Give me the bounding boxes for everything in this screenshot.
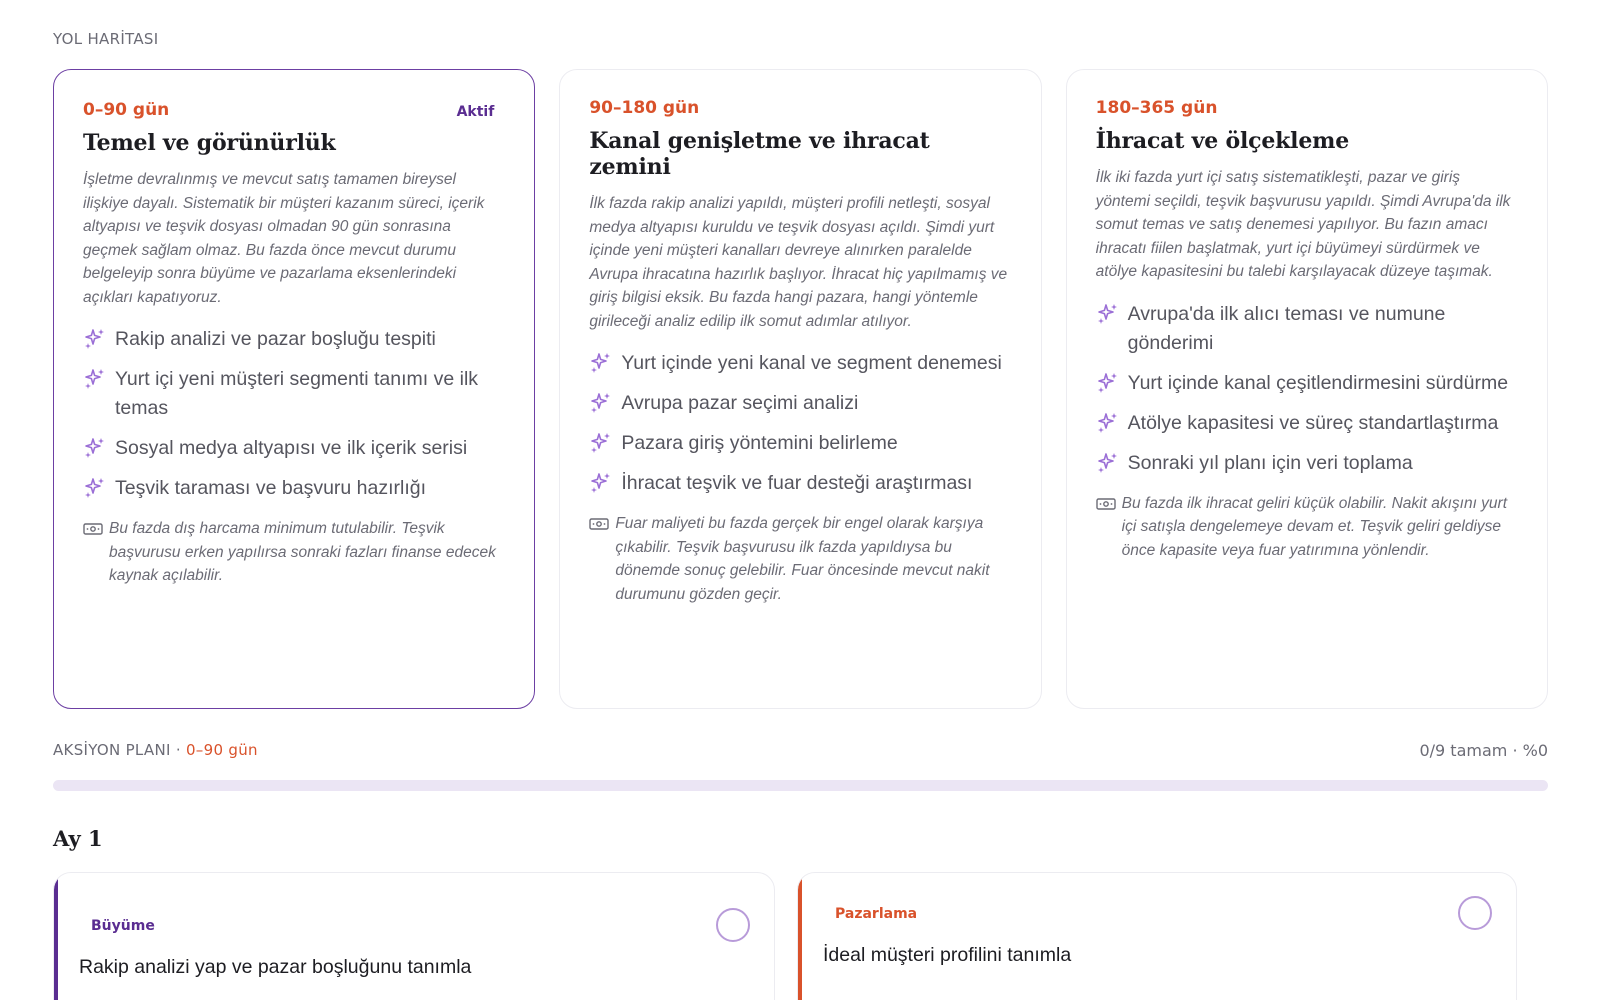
phase-budget-note	[83, 517, 505, 588]
phase-budget-note	[1096, 492, 1518, 563]
progress-summary: 0/9 tamam · %0	[1419, 741, 1548, 760]
phase-range: 0–90 gün	[83, 100, 170, 120]
phase-item	[589, 469, 1011, 498]
phase-items	[83, 325, 505, 503]
phase-item-text: Yurt içi yeni müşteri segmenti tanımı ve ilk temas	[115, 368, 479, 419]
phase-item-text: Avrupa pazar seçimi analizi	[621, 392, 859, 414]
phase-item	[589, 429, 1011, 458]
phase-range: 90–180 gün	[589, 98, 700, 118]
money-icon	[83, 521, 103, 537]
phase-item	[1096, 369, 1518, 398]
phase-title: İhracat ve ölçekleme	[1095, 128, 1349, 154]
phase-item-text: Pazara giriş yöntemini belirleme	[621, 432, 898, 454]
action-plan-title: AKSİYON PLANI	[53, 741, 171, 759]
money-icon	[589, 516, 609, 532]
task-card-2[interactable]	[797, 872, 1517, 1000]
phase-item	[83, 365, 505, 423]
phase-item	[83, 474, 505, 503]
task-card-1[interactable]	[53, 872, 775, 1000]
progress-bar	[53, 780, 1548, 791]
sparkle-icon	[83, 367, 107, 391]
phase-item	[1096, 409, 1518, 438]
action-plan-range: 0–90 gün	[185, 741, 258, 759]
phase-item-text: Avrupa'da ilk alıcı teması ve numune gönderimi	[1127, 302, 1446, 354]
month-heading: Ay 1	[53, 826, 103, 851]
phase-title: Kanal genişletme ve ihracat zemini	[589, 128, 930, 180]
active-badge: Aktif	[456, 104, 495, 120]
phase-item	[589, 349, 1011, 378]
task-category-tag: Büyüme	[91, 918, 155, 934]
phase-card-1[interactable]	[53, 69, 535, 709]
action-plan-separator: ·	[175, 741, 181, 759]
roadmap-label: YOL HARİTASI	[53, 30, 159, 48]
phase-range: 180–365 gün	[1095, 98, 1218, 118]
phase-items	[1096, 300, 1518, 478]
task-complete-checkbox[interactable]	[716, 908, 750, 942]
phase-note-text: Bu fazda ilk ihracat geliri küçük olabilir. Nakit akışını yurt içi satışla dengelemeye devam et. Teşvik geliri geldiyse önce kapasite veya fuar yatırımına yönlendir.	[1121, 494, 1508, 559]
phase-description: İşletme devralınmış ve mevcut satış tamamen bireysel ilişkiye dayalı. Sistematik bir müşteri kazanım süreci, içerik altyapısı ve teşvik dosyası olmadan 90 gün sonrasına geçmek sağlam olmaz. Bu fazda önce mevcut durumu belgeleyip sonra büyüme ve pazarlama eksenlerindeki açıkları kapatıyoruz.	[83, 171, 485, 306]
phase-item-text: Sosyal medya altyapısı ve ilk içerik serisi	[115, 437, 468, 459]
action-plan-label	[53, 741, 258, 759]
sparkle-icon	[1096, 371, 1120, 395]
phase-item	[83, 325, 505, 354]
task-category-tag: Pazarlama	[835, 906, 918, 922]
phase-description: İlk iki fazda yurt içi satış sistematikleşti, pazar ve giriş yöntemi seçildi, teşvik başvurusu yapıldı. Şimdi Avrupa'da ilk somut temas ve satış denemesi yapılıyor. Bu fazın amacı ihracatı fiilen başlatmak, yurt içi büyümeyi sürdürmek ve atölye kapasitesini bu talebi karşılayacak düzeye taşımak.	[1095, 169, 1511, 280]
task-category-stripe	[798, 873, 802, 1000]
roadmap-phases	[53, 69, 1548, 709]
phase-note-text: Fuar maliyeti bu fazda gerçek bir engel olarak karşıya çıkabilir. Teşvik başvurusu ilk fazda yapıldıysa bu dönemde sonuç gelebilir. Fuar öncesinde mevcut nakit durumunu gözden geçir.	[615, 515, 990, 603]
phase-card-3[interactable]	[1066, 69, 1548, 709]
phase-item	[83, 434, 505, 463]
phase-budget-note	[589, 512, 1011, 606]
phase-item-text: Yurt içinde kanal çeşitlendirmesini sürdürme	[1127, 371, 1509, 394]
task-title: Rakip analizi yap ve pazar boşluğunu tanımla	[79, 956, 472, 978]
phase-card-2[interactable]	[559, 69, 1041, 709]
phase-item	[1096, 300, 1518, 358]
sparkle-icon	[589, 351, 613, 375]
phase-item-text: Rakip analizi ve pazar boşluğu tespiti	[115, 328, 436, 350]
sparkle-icon	[83, 476, 107, 500]
sparkle-icon	[1096, 451, 1120, 475]
sparkle-icon	[1096, 302, 1120, 326]
sparkle-icon	[1096, 411, 1120, 435]
sparkle-icon	[589, 431, 613, 455]
sparkle-icon	[589, 391, 613, 415]
sparkle-icon	[83, 327, 107, 351]
phase-item-text: Yurt içinde yeni kanal ve segment denemesi	[621, 352, 1002, 374]
phase-item-text: Teşvik taraması ve başvuru hazırlığı	[115, 477, 427, 499]
phase-item-text: Atölye kapasitesi ve süreç standartlaştırma	[1127, 411, 1499, 434]
phase-note-text: Bu fazda dış harcama minimum tutulabilir. Teşvik başvurusu erken yapılırsa sonraki fazları finanse edecek kaynak açılabilir.	[109, 520, 496, 584]
task-complete-checkbox[interactable]	[1458, 896, 1492, 930]
sparkle-icon	[589, 471, 613, 495]
phase-item	[1096, 449, 1518, 478]
money-icon	[1096, 496, 1116, 512]
phase-item-text: Sonraki yıl planı için veri toplama	[1127, 451, 1413, 474]
phase-items	[589, 349, 1011, 498]
phase-item	[589, 389, 1011, 418]
phase-item-text: İhracat teşvik ve fuar desteği araştırması	[621, 472, 973, 494]
phase-description: İlk fazda rakip analizi yapıldı, müşteri profili netleşti, sosyal medya altyapısı kuruldu ve teşvik dosyası açıldı. Şimdi yurt içinde yeni müşteri kanalları devreye alınırken paralelde Avrupa ihracatına hazırlık başlıyor. İhracat hiç yapılmamış ve giriş bilgisi eksik. Bu fazda hangi pazara, hangi yöntemle girileceği analiz edilip ilk somut adımlar atılıyor.	[589, 195, 1008, 330]
phase-title: Temel ve görünürlük	[83, 130, 336, 156]
task-title: İdeal müşteri profilini tanımla	[823, 944, 1072, 966]
sparkle-icon	[83, 436, 107, 460]
task-category-stripe	[54, 873, 58, 1000]
